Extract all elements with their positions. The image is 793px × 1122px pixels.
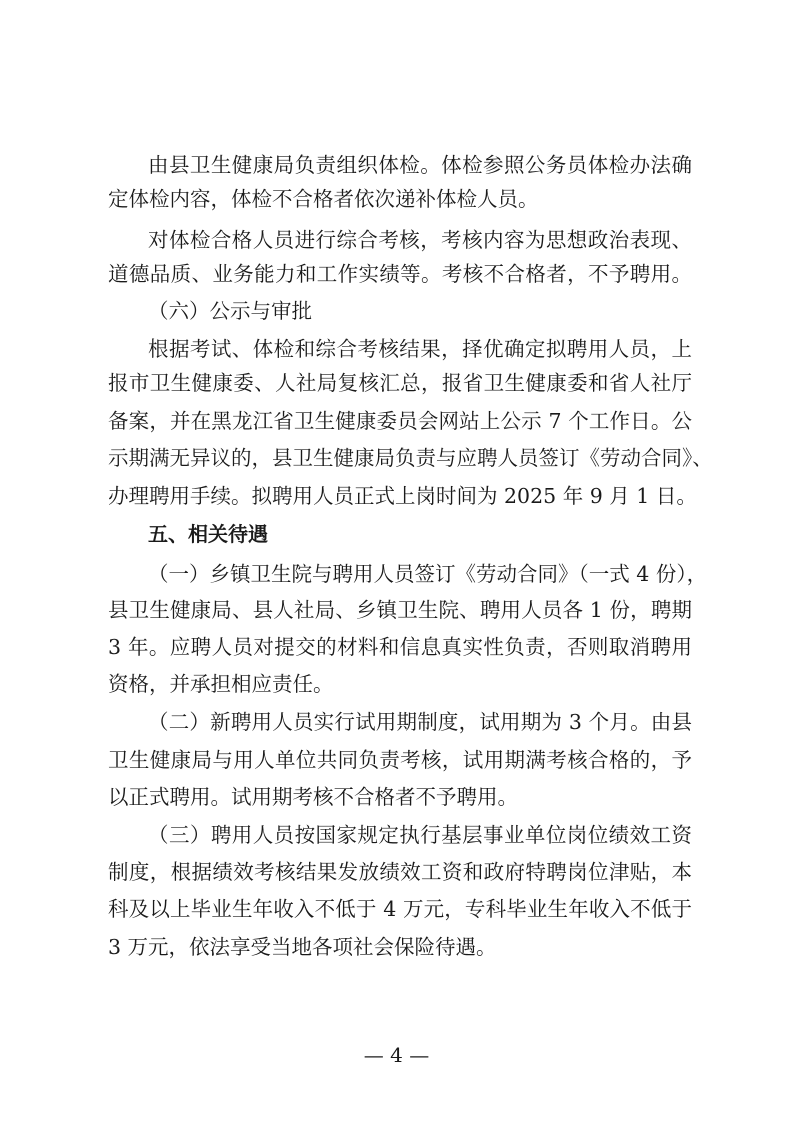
section-heading: 五、相关待遇 xyxy=(148,522,268,546)
body-text-line: （二）新聘用人员实行试用期制度，试用期为 3 个月。由县 xyxy=(148,710,692,734)
body-text-line: 3 万元，依法享受当地各项社会保险待遇。 xyxy=(108,935,497,959)
body-text-line: 备案，并在黑龙江省卫生健康委员会网站上公示 7 个工作日。公 xyxy=(108,409,692,433)
body-text-line: 定体检内容，体检不合格者依次递补体检人员。 xyxy=(108,187,539,211)
body-text-line: 报市卫生健康委、人社局复核汇总，报省卫生健康委和省人社厅 xyxy=(108,371,692,395)
body-text-line: 县卫生健康局、县人社局、乡镇卫生院、聘用人员各 1 份，聘期 xyxy=(108,598,692,622)
body-text-line: 3 年。应聘人员对提交的材料和信息真实性负责，否则取消聘用 xyxy=(108,635,692,659)
body-text-line: 制度，根据绩效考核结果发放绩效工资和政府特聘岗位津贴，本 xyxy=(108,860,692,884)
page-number: — 4 — xyxy=(363,1043,430,1067)
body-text-line: （一）乡镇卫生院与聘用人员签订《劳动合同》（一式 4 份）， xyxy=(148,562,708,586)
body-text-line: 科及以上毕业生年收入不低于 4 万元，专科毕业生年收入不低于 xyxy=(108,897,692,921)
body-text-line: 根据考试、体检和综合考核结果，择优确定拟聘用人员，上 xyxy=(148,337,692,361)
body-text-line: 道德品质、业务能力和工作实绩等。考核不合格者，不予聘用。 xyxy=(108,262,692,286)
body-text-line: 对体检合格人员进行综合考核，考核内容为思想政治表现、 xyxy=(148,228,692,252)
body-text-line: 卫生健康局与用人单位共同负责考核，试用期满考核合格的，予 xyxy=(108,748,692,772)
body-text-line: 示期满无异议的，县卫生健康局负责与应聘人员签订《劳动合同》、 xyxy=(108,446,713,470)
body-text-line: 由县卫生健康局负责组织体检。体检参照公务员体检办法确 xyxy=(148,153,692,177)
body-text-line: 以正式聘用。试用期考核不合格者不予聘用。 xyxy=(108,785,518,809)
body-text-line: 资格，并承担相应责任。 xyxy=(108,672,334,696)
section-subheading: （六）公示与审批 xyxy=(148,299,312,323)
body-text-line: （三）聘用人员按国家规定执行基层事业单位岗位绩效工资 xyxy=(148,823,692,847)
body-text-line: 办理聘用手续。拟聘用人员正式上岗时间为 2025 年 9 月 1 日。 xyxy=(108,484,697,508)
